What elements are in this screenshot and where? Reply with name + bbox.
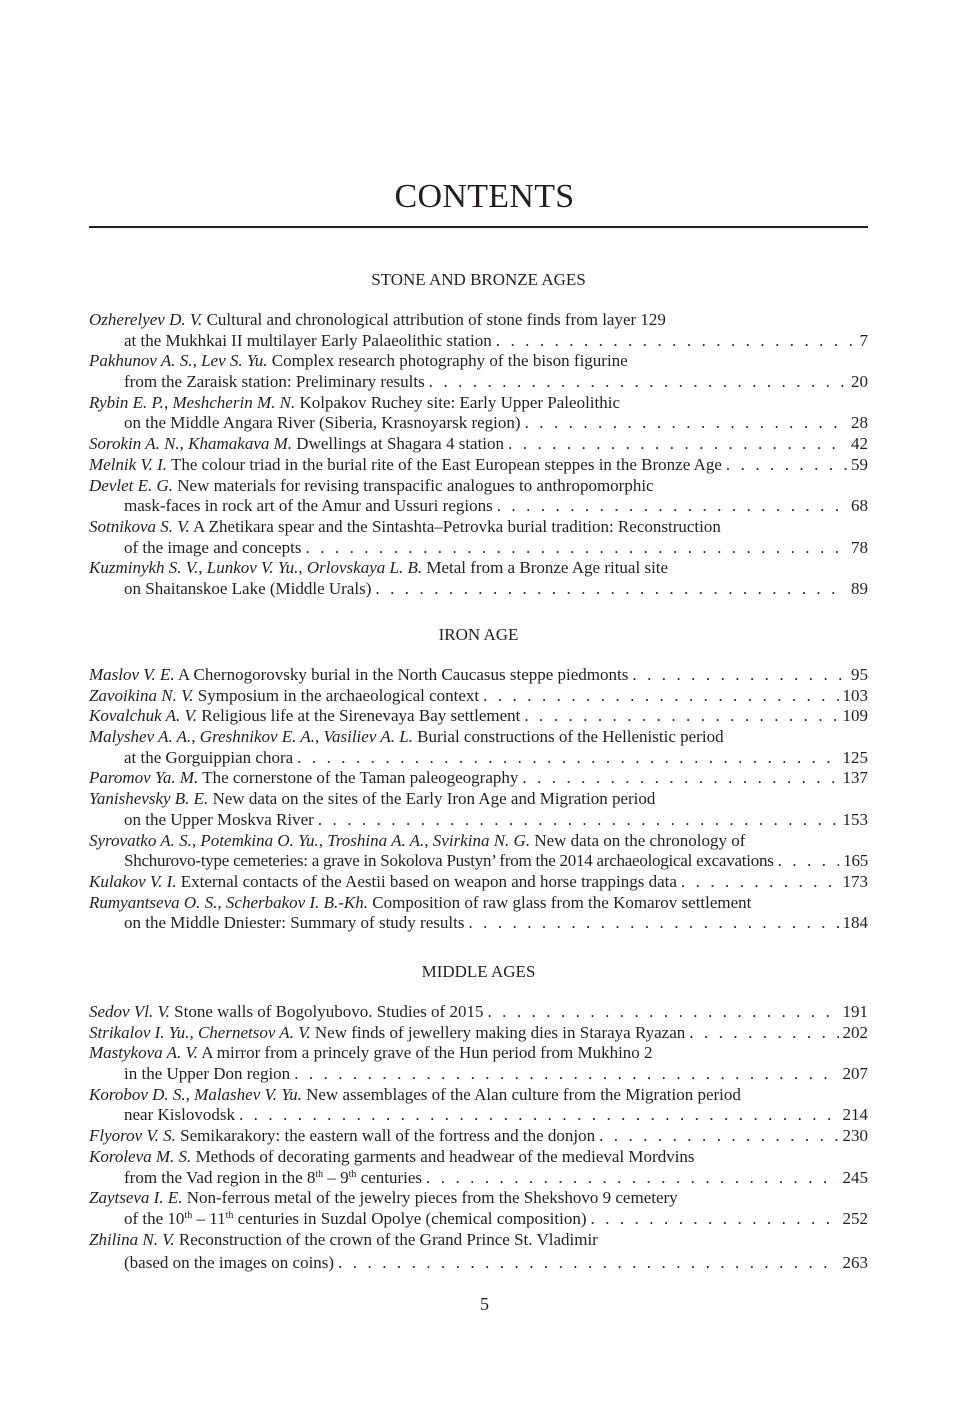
dot-leader	[294, 1064, 838, 1085]
author-separator: ,	[424, 830, 433, 850]
entry-title: New materials for revising transpacific analogues to anthropomorphic	[173, 475, 654, 495]
toc-entry[interactable]	[89, 789, 868, 830]
entry-authors: Flyorov V. S.	[89, 1126, 176, 1146]
entry-page: 103	[842, 685, 868, 705]
entry-title: The colour triad in the burial rite of the East European steppes in the Bronze Age	[167, 454, 722, 474]
entry-authors: Devlet E. G.	[89, 475, 174, 495]
dot-leader	[778, 851, 840, 872]
toc-entry[interactable]	[89, 351, 868, 392]
entry-title: Reconstruction of the crown of the Grand Prince St. Vladimir	[174, 1229, 598, 1249]
section-heading: STONE AND BRONZE AGES	[371, 270, 586, 289]
toc-entry[interactable]	[89, 1188, 868, 1229]
entry-page: 252	[842, 1208, 868, 1228]
toc-entry[interactable]	[89, 768, 868, 789]
entry-page: 20	[851, 372, 868, 392]
dot-leader	[632, 665, 847, 686]
entry-title: External contacts of the Aestii based on weapon and horse trappings data	[176, 871, 677, 891]
entry-title-cont: at the Mukhkai II multilayer Early Palaeolithic station	[124, 330, 492, 350]
entry-title-cont: in the Upper Don region	[124, 1064, 291, 1084]
entry-authors: Kovalchuk A. V.	[89, 706, 197, 726]
toc-entry[interactable]	[89, 727, 868, 768]
toc-entry[interactable]	[89, 1147, 868, 1188]
dot-leader	[508, 434, 847, 455]
entry-authors: Khamakava M.	[188, 434, 293, 454]
section-middle-ages	[89, 962, 868, 1274]
entry-authors: Zavoikina N. V.	[89, 685, 194, 705]
entry-page: 28	[851, 413, 868, 433]
title-rule	[89, 226, 868, 228]
entry-authors: Sedov Vl. V.	[89, 1002, 170, 1021]
toc-entry[interactable]	[89, 665, 868, 686]
entry-page: 109	[842, 706, 868, 726]
entry-page: 89	[851, 578, 868, 598]
section-heading: MIDDLE AGES	[421, 962, 536, 981]
entry-title-cont: on Shaitanskoe Lake (Middle Urals)	[124, 578, 372, 598]
entry-authors: Orlovskaya L. B.	[306, 558, 423, 578]
entry-title: Non-ferrous metal of the jewelry pieces from the Shekshovo 9 cemetery	[182, 1188, 678, 1208]
toc-entry[interactable]	[89, 831, 868, 872]
toc-entry[interactable]	[89, 455, 868, 476]
entry-page: 173	[842, 871, 868, 891]
entry-authors: Sotnikova S. V.	[89, 516, 190, 536]
entry-title: New data on the chronology of	[530, 830, 746, 850]
entry-authors: Chernetsov A. V.	[197, 1022, 311, 1042]
entry-authors: Zaytseva I. E.	[89, 1188, 183, 1208]
entry-title: Composition of raw glass from the Komarov settlement	[368, 892, 752, 912]
page-title: CONTENTS	[394, 178, 575, 215]
entry-page: 7	[859, 330, 868, 350]
toc-entry[interactable]	[89, 393, 868, 434]
toc-entry[interactable]	[89, 310, 868, 351]
entry-page: 191	[842, 1002, 868, 1021]
superscript: th	[184, 1209, 193, 1221]
entry-authors: Paromov Ya. M.	[89, 768, 199, 788]
author-separator: ,	[198, 558, 207, 578]
entry-authors: Troshina A. A.	[327, 830, 425, 850]
entry-page: 207	[842, 1064, 868, 1084]
toc-entry[interactable]	[89, 1002, 868, 1023]
entry-title: Dwellings at Shagara 4 station	[292, 434, 505, 454]
dot-leader	[497, 496, 847, 517]
entry-page: 95	[851, 665, 868, 684]
dot-leader	[429, 372, 847, 393]
dot-leader	[239, 1105, 839, 1126]
entry-title: Cultural and chronological attribution of stone finds from layer 129	[202, 310, 666, 329]
entry-authors: Scherbakov I. B.-Kh.	[225, 892, 369, 912]
entry-authors: Korobov D. S.	[89, 1084, 186, 1104]
entry-title-cont: on the Upper Moskva River	[124, 809, 314, 829]
entry-authors: Vasiliev A. L.	[323, 727, 413, 747]
toc-entry[interactable]	[89, 558, 868, 599]
dot-leader	[426, 1168, 838, 1189]
superscript: th	[315, 1168, 324, 1180]
entry-title-cont: (based on the images on coins)	[124, 1253, 335, 1273]
entry-page: 59	[851, 454, 868, 474]
entry-title: Kolpakov Ruchey site: Early Upper Paleolithic	[295, 392, 621, 412]
dot-leader	[468, 913, 838, 934]
toc-entry[interactable]	[89, 517, 868, 558]
toc-entry[interactable]	[89, 1043, 868, 1084]
entry-title-cont: of the 10th – 11th centuries in Suzdal Opolye (chemical composition)	[124, 1208, 587, 1228]
toc-entry[interactable]	[89, 893, 868, 934]
entry-title: Methods of decorating garments and headwear of the medieval Mordvins	[191, 1146, 695, 1166]
entry-page: 42	[851, 434, 868, 454]
entry-authors: Pakhunov A. S.	[89, 351, 193, 371]
entry-title-cont: of the image and concepts	[124, 537, 302, 557]
dot-leader	[591, 1209, 839, 1230]
author-separator: ,	[191, 830, 201, 850]
toc-entry[interactable]	[89, 1126, 868, 1147]
section-iron-age	[89, 625, 868, 934]
toc-entry[interactable]	[89, 1023, 868, 1044]
entry-page: 68	[851, 496, 868, 516]
entry-title: Religious life at the Sirenevaya Bay settlement	[196, 706, 521, 726]
entry-page: 230	[842, 1126, 868, 1146]
entry-title-cont: mask-faces in rock art of the Amur and Ussuri regions	[124, 496, 493, 516]
dot-leader	[496, 331, 856, 352]
dot-leader	[375, 579, 847, 600]
entry-title-cont: at the Gorguippian chora	[124, 747, 294, 767]
page-number: 5	[480, 1294, 489, 1314]
dot-leader	[318, 810, 839, 831]
section-stone-bronze-ages	[89, 270, 868, 600]
entry-title-cont: Shchurovo-type cemeteries: a grave in Sokolova Pustyn’ from the 2014 archaeological excavations	[124, 851, 774, 871]
dot-leader	[524, 706, 838, 727]
section-heading: IRON AGE	[438, 625, 519, 644]
entry-title: Stone walls of Bogolyubovo. Studies of 2015	[169, 1002, 484, 1021]
entry-page: 153	[842, 809, 868, 829]
entry-title-cont: near Kislovodsk	[124, 1105, 235, 1125]
entry-authors: Melnik V. I.	[89, 454, 168, 474]
dot-leader	[297, 748, 838, 769]
toc-entry[interactable]	[89, 872, 868, 893]
toc-entry[interactable]	[89, 476, 868, 517]
entry-page: 165	[843, 851, 868, 871]
entry-authors: Malyshev A. A.	[89, 727, 192, 747]
entry-title-cont: on the Middle Angara River (Siberia, Krasnoyarsk region)	[124, 413, 521, 433]
entry-authors: Rybin E. P.	[89, 392, 164, 412]
entry-title-cont: from the Zaraisk station: Preliminary results	[124, 372, 425, 392]
entry-page: 214	[842, 1105, 868, 1125]
dot-leader	[522, 768, 838, 789]
author-separator: ,	[179, 434, 189, 454]
entry-page: 245	[842, 1167, 868, 1187]
toc-entry[interactable]	[89, 686, 868, 707]
entry-title: Burial constructions of the Hellenistic period	[412, 727, 724, 747]
entry-authors: Yanishevsky B. E.	[89, 789, 209, 809]
entry-page: 78	[851, 537, 868, 557]
dot-leader	[338, 1253, 838, 1274]
entry-authors: Potemkina O. Yu.	[200, 830, 319, 850]
author-separator: ,	[298, 558, 307, 578]
author-separator: ,	[185, 1084, 195, 1104]
entry-title: A Chernogorovsky burial in the North Caucasus steppe piedmonts	[174, 665, 629, 684]
entry-title: Complex research photography of the bison figurine	[267, 351, 628, 371]
toc-entry[interactable]	[89, 1085, 868, 1126]
dot-leader	[689, 1023, 838, 1044]
toc-entry[interactable]	[89, 1230, 868, 1274]
entry-page: 137	[842, 768, 868, 788]
entry-authors: Lev S. Yu.	[201, 351, 268, 371]
dot-leader	[306, 538, 848, 559]
entry-title: New data on the sites of the Early Iron Age and Migration period	[208, 789, 656, 809]
entry-page: 263	[842, 1253, 868, 1273]
entry-authors: Kuzminykh S. V.	[89, 558, 199, 578]
entry-authors: Mastykova A. V.	[89, 1043, 198, 1063]
dot-leader	[487, 1002, 838, 1023]
entry-authors: Rumyantseva O. S.	[89, 892, 218, 912]
author-separator: ,	[318, 830, 328, 850]
toc-entry[interactable]	[89, 706, 868, 727]
dot-leader	[599, 1126, 838, 1147]
dot-leader	[483, 686, 838, 707]
author-separator: ,	[315, 727, 324, 747]
author-separator: ,	[163, 392, 173, 412]
superscript: th	[225, 1209, 234, 1221]
entry-authors: Ozherelyev D. V.	[89, 310, 203, 329]
entry-authors: Maslov V. E.	[89, 665, 175, 684]
entry-title: The cornerstone of the Taman paleogeography	[198, 768, 519, 788]
entry-authors: Sorokin A. N.	[89, 434, 180, 454]
author-separator: ,	[217, 892, 226, 912]
entry-title: Semikarakory: the eastern wall of the fortress and the donjon	[175, 1126, 596, 1146]
entry-title: Metal from a Bronze Age ritual site	[422, 558, 669, 578]
author-separator: ,	[192, 351, 202, 371]
dot-leader	[681, 872, 839, 893]
entry-authors: Kulakov V. I.	[89, 871, 177, 891]
toc-entry[interactable]	[89, 434, 868, 455]
entry-authors: Syrovatko A. S.	[89, 830, 192, 850]
author-separator: ,	[191, 727, 200, 747]
entry-title: Symposium in the archaeological context	[193, 685, 480, 705]
dot-leader	[726, 455, 847, 476]
entry-authors: Koroleva M. S.	[89, 1146, 192, 1166]
entry-authors: Svirkina N. G.	[432, 830, 531, 850]
superscript: th	[348, 1168, 357, 1180]
entry-page: 125	[842, 747, 868, 767]
entry-title-cont: from the Vad region in the 8th – 9th centuries	[124, 1167, 423, 1187]
entry-title: A Zhetikara spear and the Sintashta–Petrovka burial tradition: Reconstruction	[189, 516, 721, 536]
entry-title: New finds of jewellery making dies in Staraya Ryazan	[310, 1022, 686, 1042]
dot-leader	[525, 413, 847, 434]
entry-authors: Greshnikov E. A.	[199, 727, 315, 747]
entry-authors: Lunkov V. Yu.	[206, 558, 299, 578]
entry-page: 202	[842, 1022, 868, 1042]
entry-authors: Strikalov I. Yu.	[89, 1022, 190, 1042]
entry-page: 184	[842, 913, 868, 933]
entry-title: New assemblages of the Alan culture from the Migration period	[301, 1084, 741, 1104]
entry-authors: Zhilina N. V.	[89, 1229, 175, 1249]
author-separator: ,	[189, 1022, 198, 1042]
entry-authors: Malashev V. Yu.	[194, 1084, 302, 1104]
entry-authors: Meshcherin M. N.	[172, 392, 296, 412]
entry-title-cont: on the Middle Dniester: Summary of study results	[124, 913, 465, 933]
entry-title: A mirror from a princely grave of the Hun period from Mukhino 2	[197, 1043, 653, 1063]
